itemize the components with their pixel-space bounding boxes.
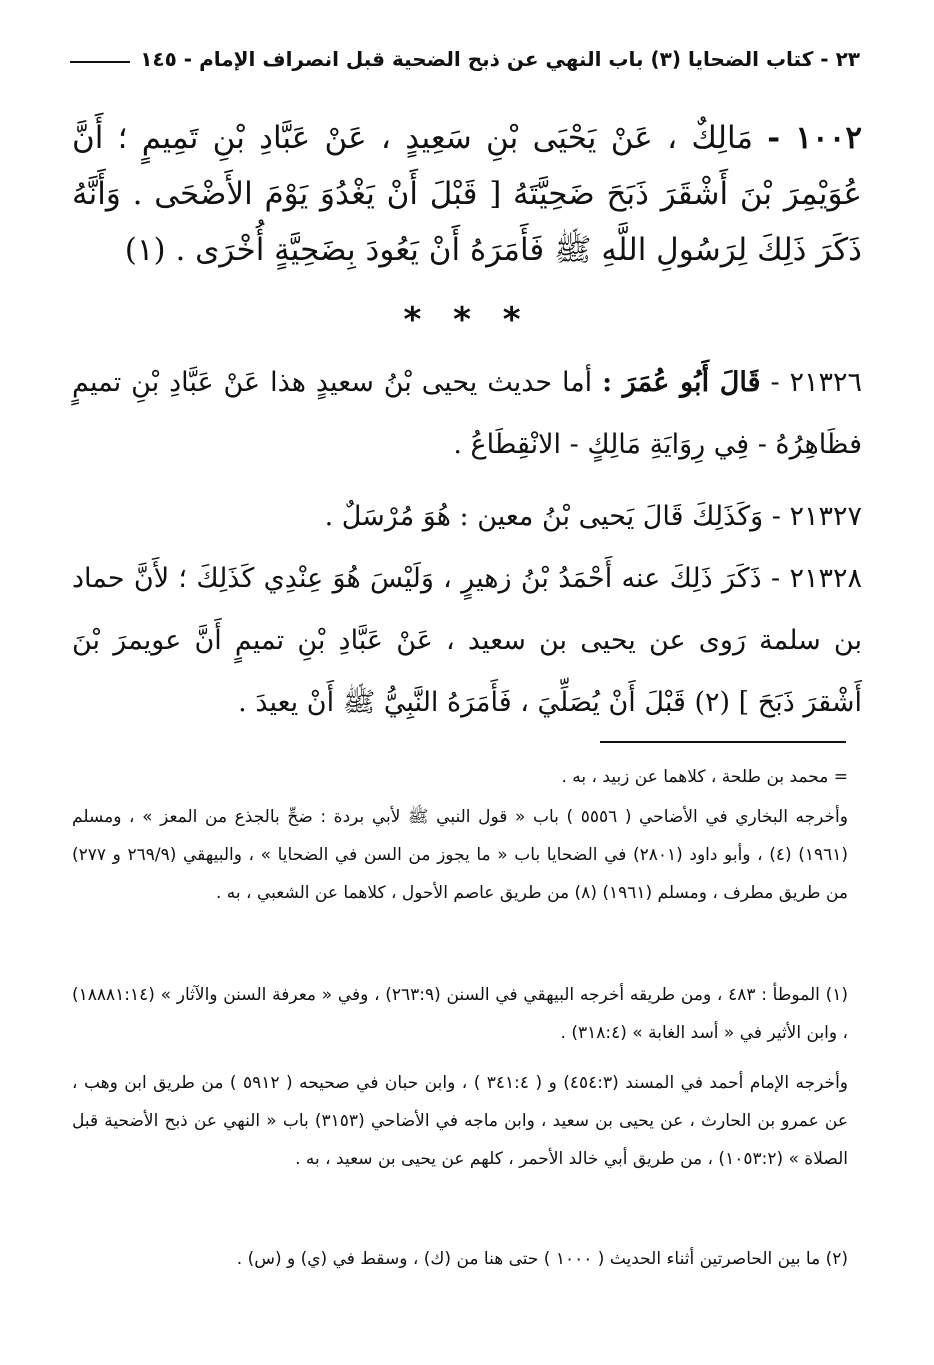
footnote: وأخرجه البخاري في الأضاحي ( ٥٥٥٦ ) باب « قول النبي ﷺ لأبي بردة : ضحِّ بالجذع من المعز » ، ومسلم (١٩٦١) (٤) ، وأبو داود (٢٨٠١) في الضحايا باب « ما يجوز من السن في الضحايا » ، والبيهقي (٢٦٩/٩ و ٢٧٧) من طريق مطرف ، ومسلم (١٩٦١) (٨) من طريق عاصم الأحول ، كلاهما عن الشعبي ، به . (72, 807, 849, 903)
footnote: (٢) ما بين الحاصرتين أثناء الحديث ( ١٠٠٠ ) حتى هنا من (ك) ، وسقط في (ي) و (س) . (236, 1249, 848, 1269)
footnote-divider (600, 741, 846, 743)
paragraph-number: ٢١٣٢٦ - (770, 367, 862, 398)
footnote: = محمد بن طلحة ، كلاهما عن زبيد ، به . (561, 767, 848, 787)
hadith-number: ١٠٠٢ - (767, 120, 862, 156)
section-separator: * * * (403, 300, 531, 340)
header-title: ٢٣ - كتاب الضحايا (٣) باب النهي عن ذبح الضحية قبل انصراف الإمام - ١٤٥ (140, 47, 860, 71)
commentary-paragraph (72, 352, 862, 476)
paragraph-text: وَكَذَلِكَ قَالَ يَحيى بْنُ معين : هُوَ مُرْسَلٌ . (324, 501, 764, 532)
running-header (70, 42, 860, 76)
paragraph-lead: قَالَ أَبُو عُمَرَ : (602, 367, 761, 398)
hadith-paragraph (72, 110, 862, 278)
header-rule (70, 61, 130, 63)
commentary-paragraph (72, 486, 862, 548)
paragraph-number: ٢١٣٢٧ - (771, 501, 862, 532)
paragraph-number: ٢١٣٢٨ - (771, 563, 862, 594)
hadith-text: مَالِكٌ ، عَنْ يَحْيَى بْنِ سَعِيدٍ ، عَنْ عَبَّادِ بْنِ تَمِيمٍ ؛ أَنَّ عُوَيْمِرَ بْنَ أَشْقَرَ ذَبَحَ ضَحِيَّتَهُ [ قَبْلَ أَنْ يَغْدُوَ يَوْمَ الأَضْحَى . وَأَنَّهُ ذَكَرَ ذَلِكَ لِرَسُولِ اللَّهِ ﷺ فَأَمَرَهُ أَنْ يَعُودَ بِضَحِيَّةٍ أُخْرَى . (١) (72, 120, 862, 268)
commentary-paragraph (72, 548, 862, 734)
footnote: وأخرجه الإمام أحمد في المسند (٤٥٤:٣) و ( ٣٤١:٤ ) ، وابن حبان في صحيحه ( ٥٩١٢ ) من طريق ابن وهب ، عن عمرو بن الحارث ، عن يحيى بن سعيد ، وابن ماجه في الأضاحي (٣١٥٣) باب « النهي عن ذبح الأضحية قبل الصلاة » (١٠٥٣:٢) ، من طريق أبي خالد الأحمر ، كلهم عن يحيى بن سعيد ، به . (72, 1073, 848, 1169)
paragraph-text: أما حديث يحيى بْنُ سعيدٍ هذا عَنْ عَبَّادِ بْنِ تميمٍ فظَاهِرُهُ - فِي رِوَايَةِ مَالِكٍ - الانْقِطَاعُ . (72, 367, 862, 460)
paragraph-text: ذَكَرَ ذَلِكَ عنه أَحْمَدُ بْنُ زهيرٍ ، وَلَيْسَ هُوَ عِنْدِي كَذَلِكَ ؛ لأَنَّ حماد بن سلمة رَوى عن يحيى بن سعيد ، عَنْ عَبَّادِ بْنِ تميمٍ أَنَّ عويمرَ بْنَ أَشْقرَ ذَبَحَ ] (٢) قَبْلَ أَنْ يُصَلِّيَ ، فَأَمَرَهُ النَّبِيُّ ﷺ أَنْ يعيدَ . (72, 563, 862, 718)
footnote: (١) الموطأ : ٤٨٣ ، ومن طريقه أخرجه البيهقي في السنن (٢٦٣:٩) ، وفي « معرفة السنن والآثار » (١٨٨٨١:١٤) ، وابن الأثير في « أسد الغابة » (٣١٨:٤) . (72, 985, 848, 1043)
